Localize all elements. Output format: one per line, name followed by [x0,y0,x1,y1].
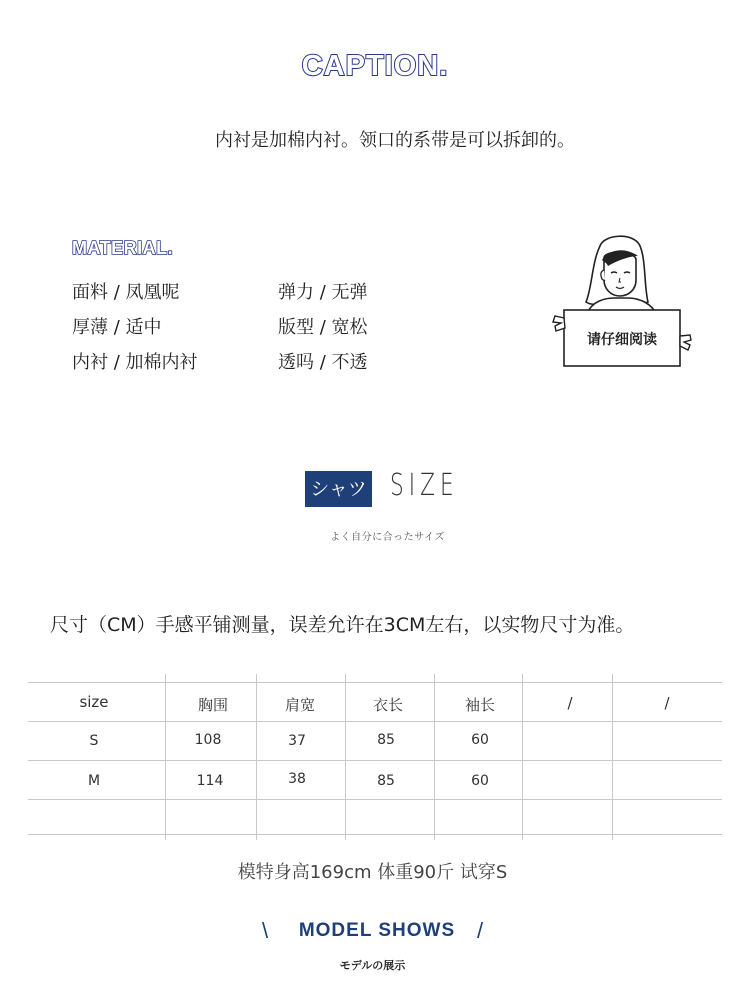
table-row-m-length: 85 [377,773,395,789]
table-header-length: 衣长 [372,696,403,714]
caption-title: CAPTION. [301,50,449,82]
table-column-rule [165,674,166,840]
model-shows-title: MODEL SHOWS [298,920,456,941]
size-note: 尺寸（CM）手感平铺测量，误差允许在3CM左右，以实物尺寸为准。 [50,614,635,636]
reading-girl-illustration [548,232,693,372]
table-column-rule [522,674,523,840]
caption-text: 内衬是加棉内衬。领口的系带是可以拆卸的。 [215,130,575,151]
table-header-chest: 胸围 [197,696,228,714]
table-row-s-sleeve: 60 [471,732,489,748]
table-row-s-size: S [89,733,99,749]
table-row-m-sleeve: 60 [471,773,489,789]
material-elasticity: 弹力 / 无弹 [278,282,368,303]
table-rule [28,721,722,722]
table-header-blank: / [567,694,573,712]
size-subtitle: よく自分に合ったサイズ [330,532,445,543]
material-title: MATERIAL. [72,238,174,258]
table-column-rule [345,674,346,840]
model-info: 模特身高169cm 体重90斤 试穿S [237,862,508,883]
table-row-m-chest: 114 [196,773,224,789]
material-transparency: 透吗 / 不透 [278,352,368,373]
table-column-rule [434,674,435,840]
table-rule [28,834,722,835]
table-rule [28,682,722,683]
table-row-m-size: M [87,773,101,789]
model-shows-slash-left: \ [262,918,269,943]
table-rule [28,799,722,800]
material-thickness: 厚薄 / 适中 [72,317,162,338]
table-row-s-shoulder: 37 [288,733,306,749]
table-column-rule [612,674,613,840]
sign-text: 请仔细阅读 [587,332,657,348]
table-rule [28,760,722,761]
model-shows-slash-right: / [477,918,484,943]
table-row-s-chest: 108 [194,732,222,748]
model-shows-subtitle: モデルの展示 [339,959,406,972]
table-row-m-shoulder: 38 [288,771,306,787]
material-fabric: 面料 / 凤凰呢 [72,282,180,303]
table-header-size: size [79,693,109,711]
table-column-rule [256,674,257,840]
table-header-blank: / [664,694,670,712]
material-lining: 内衬 / 加棉内衬 [72,352,198,373]
table-header-sleeve: 袖长 [464,696,495,714]
shirt-badge: シャツ [305,471,372,507]
table-header-shoulder: 肩宽 [284,696,315,714]
size-heading: SIZE [390,468,459,503]
table-row-s-length: 85 [377,732,395,748]
material-fit: 版型 / 宽松 [278,317,368,338]
